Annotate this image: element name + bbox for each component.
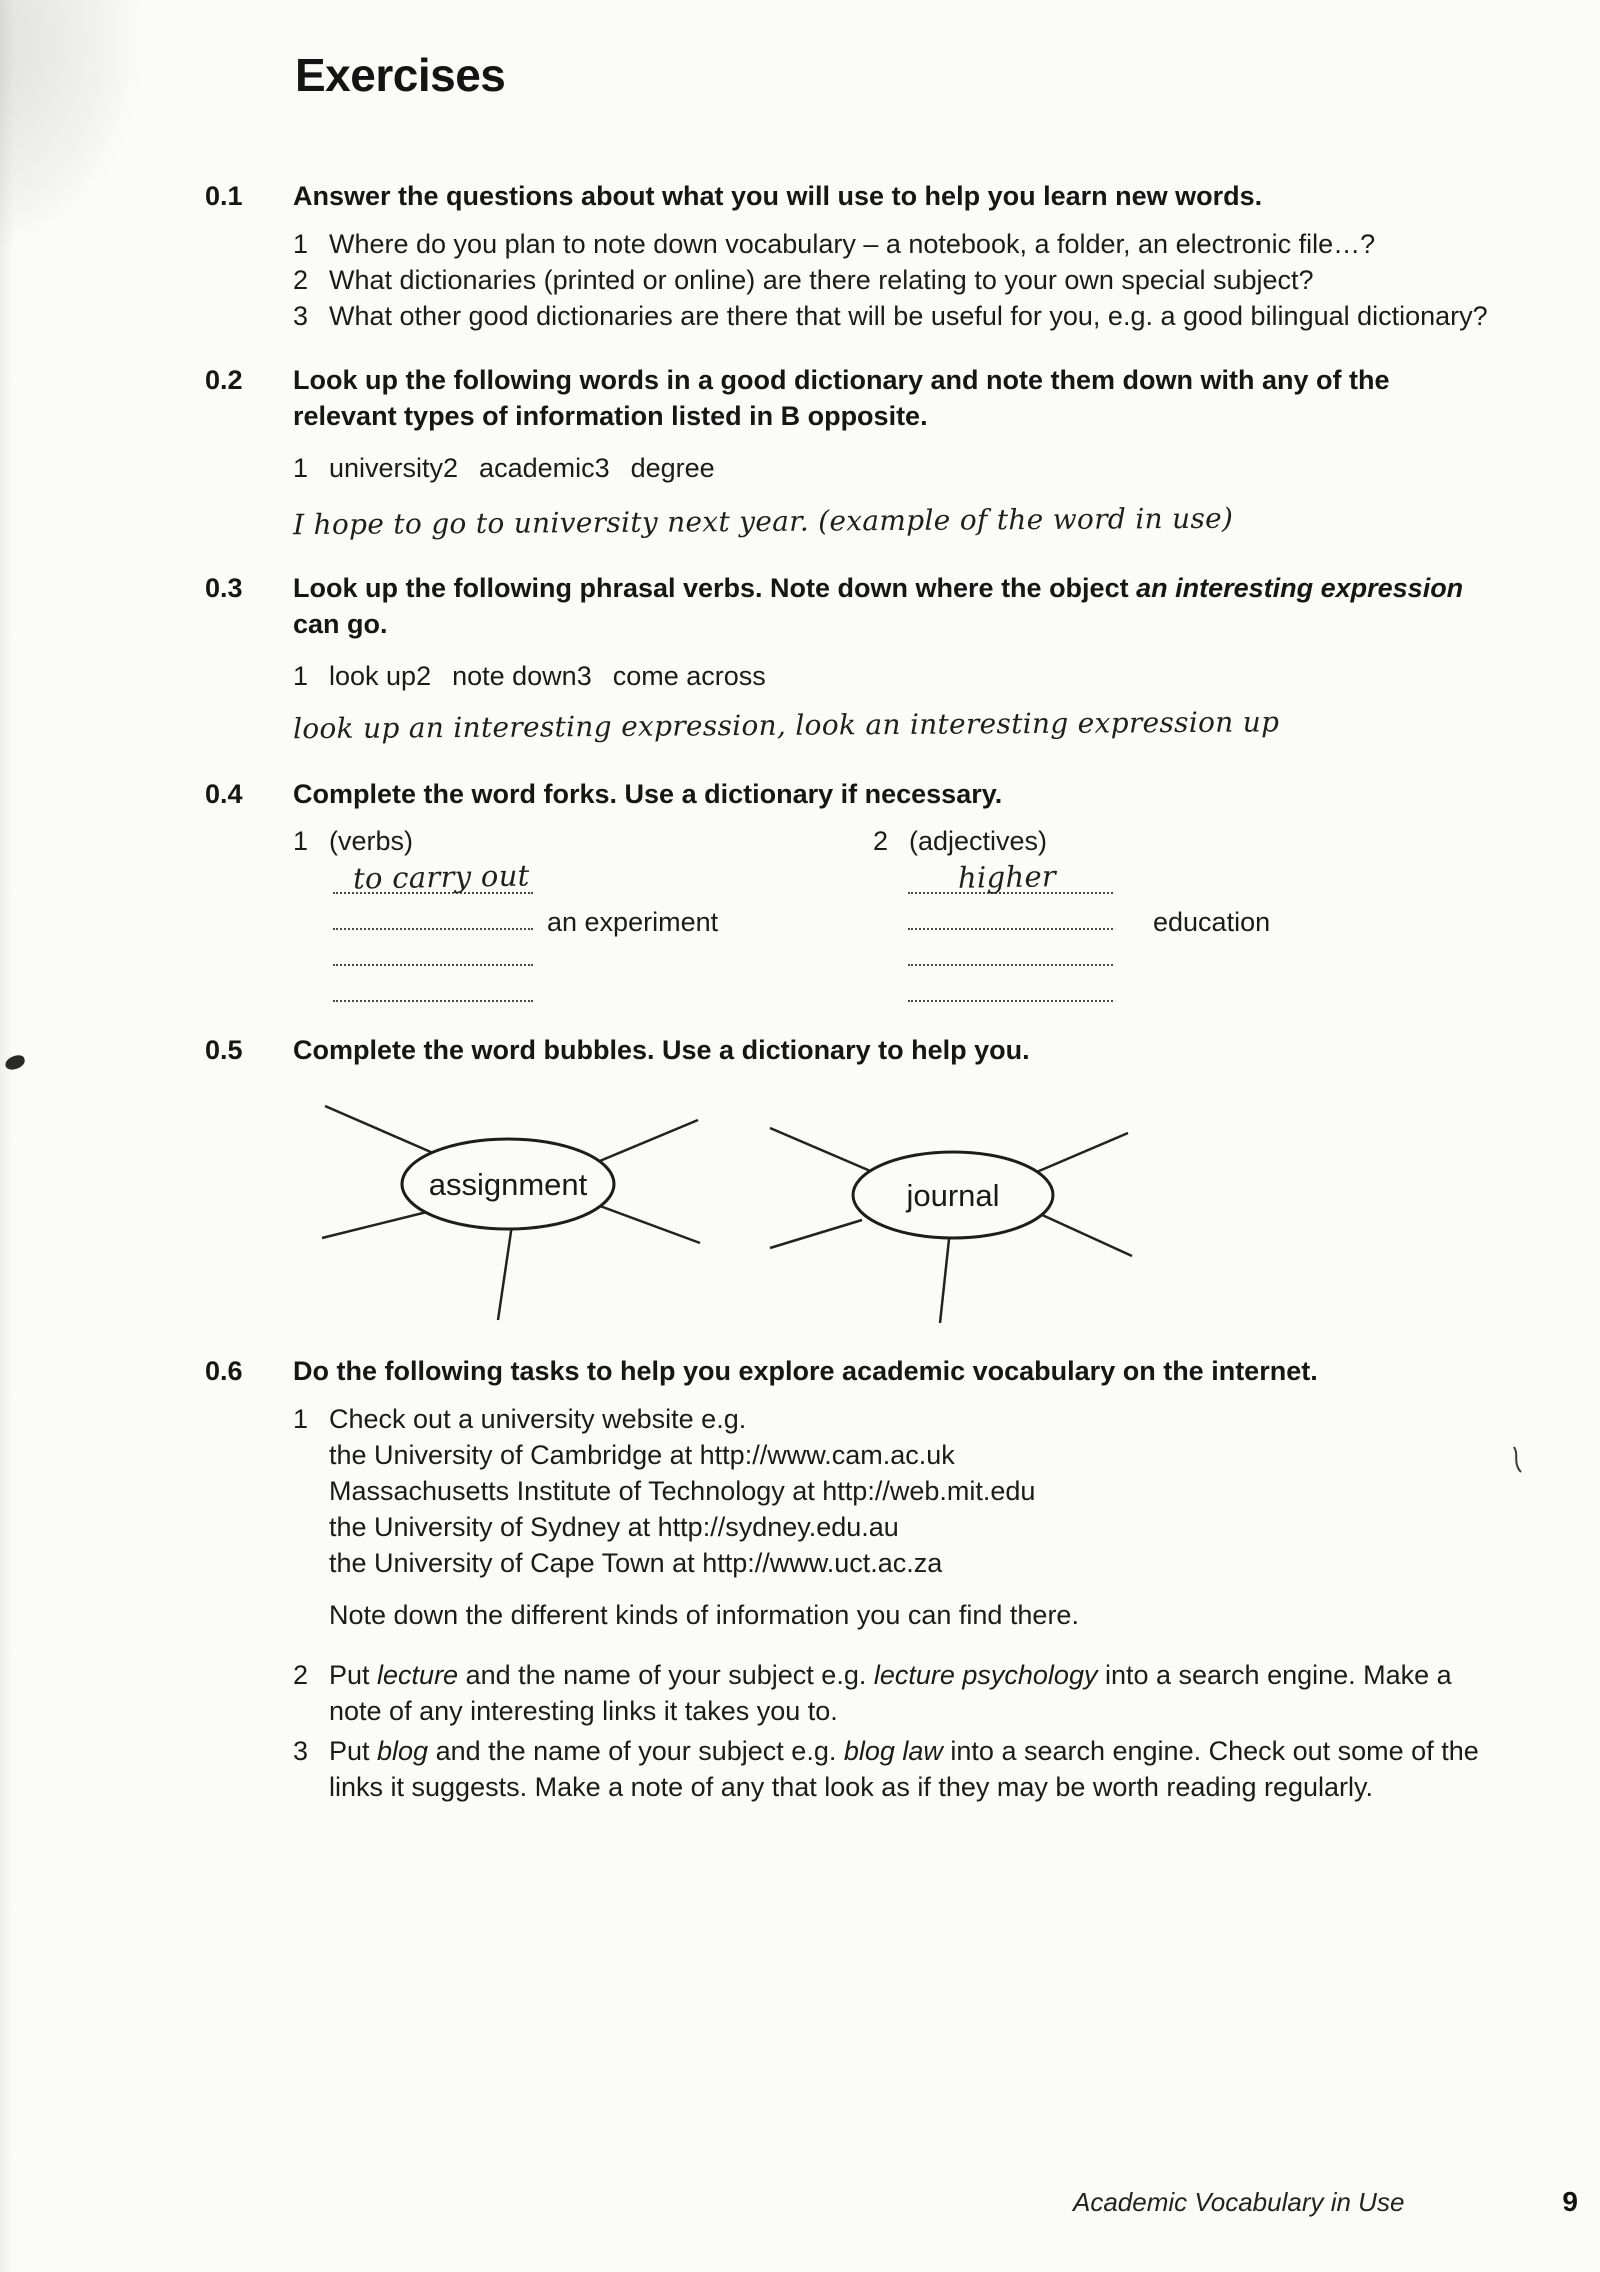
heading-text: can go. (293, 609, 388, 639)
item-number: 1 (293, 453, 309, 483)
item-number: 3 (293, 1736, 309, 1766)
fork-target-word: education (1153, 907, 1271, 937)
section-number: 0.2 (205, 365, 243, 395)
item-text: Where do you plan to note down vocabulary – a notebook, a folder, an electronic file…? (329, 229, 1376, 259)
university-url-line: the University of Cape Town at http://www.uct.ac.za (329, 1548, 943, 1578)
section-number: 0.5 (205, 1035, 243, 1065)
fork-answer-line (873, 968, 1498, 1002)
section-number: 0.1 (205, 181, 243, 211)
item-number: 3 (293, 301, 309, 331)
dotted-blank-line (333, 930, 533, 966)
list-item (293, 1657, 1498, 1729)
fork-answer-line (293, 932, 873, 966)
handwritten-example: look up an interesting expression, look an interesting expression up (292, 705, 1280, 746)
word-fork-adjectives (873, 824, 1498, 1002)
fork-label-text: (verbs) (329, 826, 414, 856)
item-text: note down (452, 661, 577, 691)
section-heading: Complete the word forks. Use a dictionary if necessary. (293, 779, 1003, 809)
italic-term: lecture (377, 1660, 459, 1690)
task-note: Note down the different kinds of information you can find there. (329, 1600, 1079, 1630)
section-heading (293, 570, 1488, 642)
item-text: What other good dictionaries are there that will be useful for you, e.g. a good bilingual dictionary? (329, 301, 1488, 331)
handwritten-answer: to carry out (352, 858, 530, 896)
item-number: 2 (416, 661, 432, 691)
fork-answer-line (293, 968, 873, 1002)
section-heading: Do the following tasks to help you explore academic vocabulary on the internet. (293, 1356, 1318, 1386)
list-item (293, 226, 1498, 262)
university-url-line: Massachusetts Institute of Technology at http://web.mit.edu (329, 1476, 1036, 1506)
italic-term: lecture psychology (873, 1660, 1098, 1690)
fork-answer-line (873, 896, 1498, 937)
fork-answer-line (873, 860, 1498, 894)
list-item (416, 658, 577, 694)
scan-edge-shadow (0, 0, 14, 2272)
fork-answer-line (293, 860, 873, 894)
bubble-label: journal (906, 1178, 1000, 1213)
list-item (293, 658, 416, 694)
section-0-2 (0, 362, 1600, 542)
page-number: 9 (1562, 2186, 1578, 2217)
university-url-line: the University of Cambridge at http://www.cam.ac.uk (329, 1440, 955, 1470)
dotted-blank-line (333, 966, 533, 1002)
handwritten-example: I hope to go to university next year. (example of the word in use) (292, 501, 1234, 542)
word-fork-verbs (293, 824, 873, 1002)
item-number: 2 (293, 1660, 309, 1690)
section-0-4 (0, 776, 1600, 1002)
word-forks (293, 824, 1498, 1002)
section-0-6 (0, 1353, 1600, 1805)
list-item (595, 450, 715, 486)
fork-label-text: (adjectives) (909, 826, 1048, 856)
section-0-1 (0, 178, 1600, 334)
item-text: academic (479, 453, 595, 483)
page-title: Exercises (295, 49, 506, 101)
section-heading: Answer the questions about what you will use to help you learn new words. (293, 181, 1263, 211)
item-number: 3 (576, 661, 592, 691)
heading-italic-text: an interesting expression (1136, 573, 1464, 603)
fork-answer-line (293, 896, 873, 937)
heading-text: Look up the following phrasal verbs. Note down where the object (293, 573, 1137, 603)
page-footer (0, 2186, 1600, 2218)
text-fragment: into a search engine. Make a note of any interesting links it takes you to. (329, 1660, 1452, 1726)
text-fragment: and the name of your subject e.g. (428, 1736, 844, 1766)
university-url-line: the University of Sydney at http://sydney.edu.au (329, 1512, 899, 1542)
list-item (293, 262, 1498, 298)
book-title: Academic Vocabulary in Use (1073, 2187, 1405, 2217)
item-number: 1 (293, 229, 309, 259)
task-line: Check out a university website e.g. (329, 1404, 747, 1434)
fork-label (293, 824, 873, 858)
fork-answer-line (873, 932, 1498, 966)
list-item (293, 298, 1498, 334)
item-text: degree (630, 453, 715, 483)
fork-label (873, 824, 1498, 858)
dotted-blank-line (908, 894, 1113, 930)
item-text (329, 1657, 1498, 1729)
fork-target-word: an experiment (547, 907, 719, 937)
section-0-5 (0, 1032, 1600, 1080)
list-item (577, 658, 766, 694)
inline-item-row (293, 658, 1498, 694)
section-0-3 (0, 570, 1600, 746)
item-text: look up (329, 661, 417, 691)
text-fragment: and the name of your subject e.g. (458, 1660, 874, 1690)
dotted-blank-line (908, 930, 1113, 966)
inline-item-row (293, 450, 1498, 486)
list-item (443, 450, 595, 486)
ink-squiggle-mark (1508, 1445, 1524, 1475)
dotted-blank-line (908, 966, 1113, 1002)
dotted-blank-line (333, 894, 533, 930)
item-text: What dictionaries (printed or online) are there relating to your own special subject? (329, 265, 1314, 295)
section-number: 0.4 (205, 779, 243, 809)
item-number: 1 (293, 661, 309, 691)
section-heading: Complete the word bubbles. Use a dictionary to help you. (293, 1035, 1030, 1065)
list-item (293, 450, 443, 486)
text-fragment: Put (329, 1736, 378, 1766)
list-item (293, 1401, 1498, 1633)
item-text: university (329, 453, 444, 483)
item-number: 3 (594, 453, 610, 483)
item-number: 2 (873, 826, 889, 856)
item-text (329, 1733, 1498, 1805)
section-number: 0.3 (205, 573, 243, 603)
word-bubbles-diagram (250, 1088, 1200, 1333)
list-item (293, 1733, 1498, 1805)
item-number: 2 (443, 453, 459, 483)
italic-term: blog law (843, 1736, 943, 1766)
bubble-label: assignment (428, 1167, 588, 1202)
section-number: 0.6 (205, 1356, 243, 1386)
item-number: 2 (293, 265, 309, 295)
section-heading: Look up the following words in a good dictionary and note them down with any of the relevant types of information listed in B opposite. (293, 365, 1390, 431)
handwritten-answer: higher (957, 859, 1057, 895)
italic-term: blog (377, 1736, 429, 1766)
text-fragment: Put (329, 1660, 378, 1690)
item-number: 1 (293, 826, 309, 856)
item-number: 1 (293, 1404, 309, 1434)
item-text: come across (612, 661, 766, 691)
text-fragment: into a search engine. Check out some of the links it suggests. Make a note of any that look as if they may be worth reading regularly. (329, 1736, 1479, 1802)
